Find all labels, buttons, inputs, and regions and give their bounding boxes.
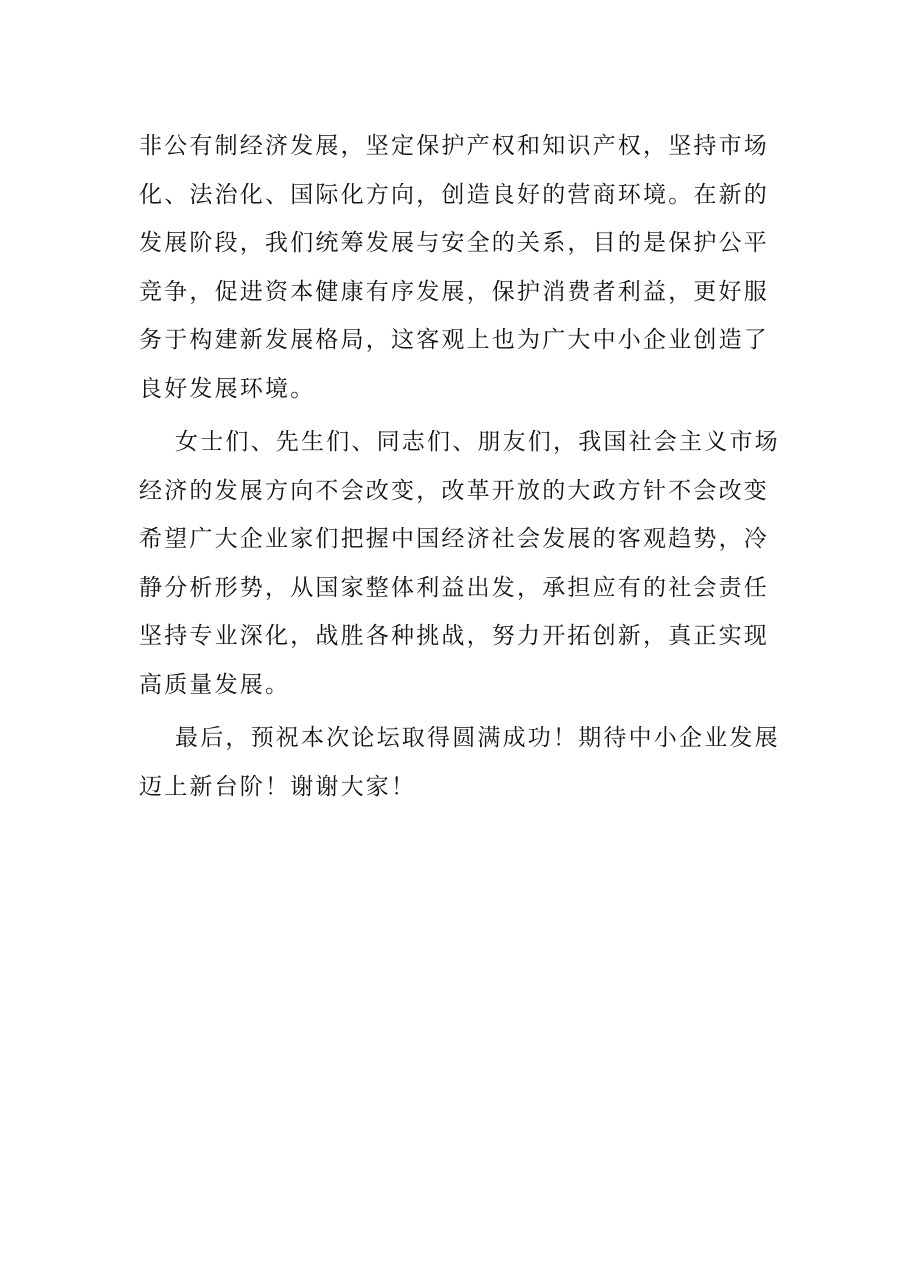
paragraph-line: 最后，预祝本次论坛取得圆满成功！期待中小企业发展 bbox=[175, 725, 780, 751]
paragraph-line: 化、法治化、国际化方向，创造良好的营商环境。在新的 bbox=[139, 181, 769, 208]
paragraph-line: 良好发展环境。 bbox=[139, 375, 316, 402]
paragraph-line: 非公有制经济发展，坚定保护产权和知识产权，坚持市场 bbox=[139, 133, 769, 159]
document-body bbox=[139, 122, 779, 811]
paragraph-line: 坚持专业深化，战胜各种挑战，努力开拓创新，真正实现 bbox=[139, 623, 769, 649]
paragraph-line: 发展阶段，我们统筹发展与安全的关系，目的是保护公平 bbox=[139, 230, 769, 256]
paragraph-2 bbox=[139, 418, 779, 709]
paragraph-line: 务于构建新发展格局，这客观上也为广大中小企业创造了 bbox=[139, 327, 769, 353]
paragraph-line: 高质量发展。 bbox=[139, 671, 291, 698]
paragraph-line: 经济的发展方向不会改变，改革开放的大政方针不会改变 bbox=[139, 477, 769, 504]
paragraph-line: 静分析形势，从国家整体利益出发，承担应有的社会责任 bbox=[139, 574, 769, 601]
paragraph-line: 迈上新台阶！谢谢大家！ bbox=[139, 773, 417, 800]
paragraph-line: 女士们、先生们、同志们、朋友们，我国社会主义市场 bbox=[175, 429, 780, 455]
paragraph-1 bbox=[139, 122, 779, 413]
paragraph-line: 希望广大企业家们把握中国经济社会发展的客观趋势，冷 bbox=[139, 526, 769, 552]
paragraph-line: 竞争，促进资本健康有序发展，保护消费者利益，更好服 bbox=[139, 278, 769, 305]
paragraph-3 bbox=[139, 714, 779, 811]
